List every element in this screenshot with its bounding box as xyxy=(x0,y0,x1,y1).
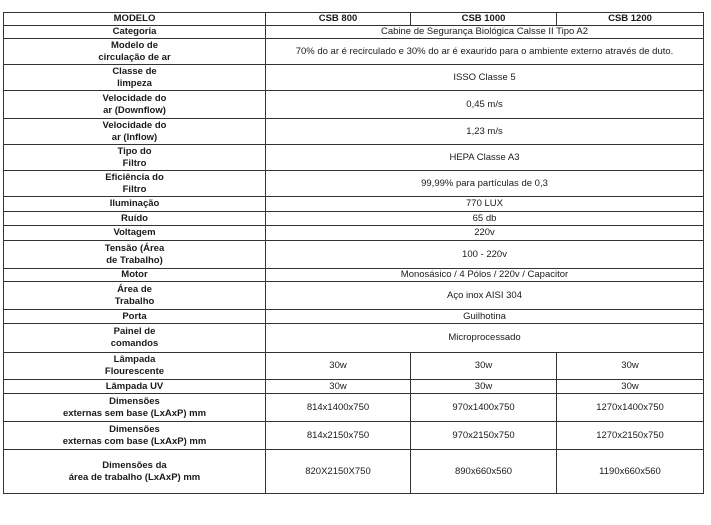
row-label-line1: Dimensões xyxy=(109,395,160,407)
row-value-model-1: 814x1400x750 xyxy=(266,394,411,422)
row-label xyxy=(4,394,266,422)
spec-row xyxy=(4,353,704,380)
header-csb-1000: CSB 1000 xyxy=(411,13,557,26)
spec-row xyxy=(4,119,704,145)
row-value-model-1: 820X2150X750 xyxy=(266,450,411,494)
row-value-all-models: Microprocessado xyxy=(266,324,704,353)
spec-table xyxy=(3,12,704,494)
header-csb-1200: CSB 1200 xyxy=(557,13,704,26)
spec-row xyxy=(4,39,704,65)
header-csb-800: CSB 800 xyxy=(266,13,411,26)
row-label xyxy=(4,39,266,65)
row-value-model-3: 30w xyxy=(557,380,704,394)
row-label-line1: Área de xyxy=(117,283,152,295)
spec-row xyxy=(4,212,704,226)
header-modelo: MODELO xyxy=(4,13,266,26)
row-value-model-3: 1270x1400x750 xyxy=(557,394,704,422)
spec-row xyxy=(4,171,704,197)
row-label-line1: Velocidade do xyxy=(102,92,167,104)
row-label-line1: Lâmpada UV xyxy=(105,380,164,392)
spec-row xyxy=(4,197,704,212)
row-label-line1: Lâmpada xyxy=(113,354,156,365)
row-label-line1: Dimensões xyxy=(109,423,160,435)
row-label-line1: Painel de xyxy=(113,326,156,337)
row-label-line1: Classe de xyxy=(112,65,157,77)
row-label xyxy=(4,212,266,226)
row-value-model-1: 30w xyxy=(266,380,411,394)
row-label xyxy=(4,91,266,119)
row-label-line1: Ruído xyxy=(121,212,148,224)
row-label xyxy=(4,450,266,494)
row-label xyxy=(4,65,266,91)
spec-row xyxy=(4,394,704,422)
row-value-model-3: 1190x660x560 xyxy=(557,450,704,494)
row-label-line2: área de trabalho (LxAxP) mm xyxy=(68,471,201,483)
row-label-line2: Filtro xyxy=(122,157,147,169)
row-label-line2: Filtro xyxy=(122,183,147,195)
header-row xyxy=(4,13,704,26)
row-label-line1: Eficiência do xyxy=(105,171,164,183)
row-value-model-1: 814x2150x750 xyxy=(266,422,411,450)
row-label-line1: Dimensões da xyxy=(102,459,167,471)
row-value-model-2: 30w xyxy=(411,353,557,380)
row-label-line1: Voltagem xyxy=(113,227,156,238)
row-value-model-2: 970x1400x750 xyxy=(411,394,557,422)
row-label-line1: Iluminação xyxy=(109,198,160,209)
row-label xyxy=(4,282,266,310)
row-value-model-3: 30w xyxy=(557,353,704,380)
row-label-line2: Flourescente xyxy=(104,366,165,377)
row-label xyxy=(4,145,266,171)
row-label-line1: Modelo de xyxy=(111,39,158,51)
row-label-line2: comandos xyxy=(110,338,159,349)
row-label xyxy=(4,353,266,380)
row-label xyxy=(4,197,266,212)
row-label-line2: Trabalho xyxy=(114,295,155,307)
spec-row xyxy=(4,145,704,171)
row-value-all-models: 220v xyxy=(266,226,704,241)
row-value-all-models: Aço inox AISI 304 xyxy=(266,282,704,310)
row-value-all-models: ISSO Classe 5 xyxy=(266,65,704,91)
row-value-all-models: 770 LUX xyxy=(266,197,704,212)
spec-row xyxy=(4,26,704,39)
row-value-model-3: 1270x2150x750 xyxy=(557,422,704,450)
row-value-all-models: Guilhotina xyxy=(266,310,704,324)
row-value-all-models: 99,99% para partículas de 0,3 xyxy=(266,171,704,197)
row-label-line1: Velocidade do xyxy=(102,119,167,131)
spec-row xyxy=(4,450,704,494)
row-label-line2: ar (Downflow) xyxy=(103,104,166,116)
spec-row xyxy=(4,91,704,119)
row-label-line2: externas com base (LxAxP) mm xyxy=(62,435,207,447)
row-label xyxy=(4,422,266,450)
row-value-model-2: 970x2150x750 xyxy=(411,422,557,450)
row-value-all-models: 100 - 220v xyxy=(266,241,704,269)
row-label-line1: Tensão (Área xyxy=(104,242,165,254)
spec-row xyxy=(4,226,704,241)
row-value-all-models: HEPA Classe A3 xyxy=(266,145,704,171)
row-value-model-2: 30w xyxy=(411,380,557,394)
row-label xyxy=(4,269,266,282)
spec-row xyxy=(4,380,704,394)
row-value-all-models: 65 db xyxy=(266,212,704,226)
row-label xyxy=(4,241,266,269)
row-label-line2: de Trabalho) xyxy=(106,254,163,266)
row-label xyxy=(4,119,266,145)
row-value-all-models: 0,45 m/s xyxy=(266,91,704,119)
spec-row xyxy=(4,65,704,91)
row-label-line2: externas sem base (LxAxP) mm xyxy=(62,407,207,419)
row-value-all-models: Cabine de Segurança Biológica Calsse II Tipo A2 xyxy=(266,26,704,39)
row-label-line1: Porta xyxy=(122,310,147,322)
row-label-line2: circulação de ar xyxy=(98,51,171,63)
spec-row xyxy=(4,241,704,269)
spec-row xyxy=(4,324,704,353)
row-label-line1: Categoria xyxy=(112,26,157,37)
spec-row xyxy=(4,310,704,324)
spec-row xyxy=(4,282,704,310)
spec-row xyxy=(4,269,704,282)
row-label-line2: ar (Inflow) xyxy=(111,131,158,143)
row-label xyxy=(4,171,266,197)
spec-row xyxy=(4,422,704,450)
row-value-model-1: 30w xyxy=(266,353,411,380)
row-label xyxy=(4,226,266,241)
row-value-all-models: 70% do ar é recirculado e 30% do ar é exaurido para o ambiente externo através de duto. xyxy=(266,39,704,65)
row-value-all-models: Monosásico / 4 Pólos / 220v / Capacitor xyxy=(266,269,704,282)
row-label xyxy=(4,380,266,394)
row-label-line1: Motor xyxy=(121,269,148,280)
row-label xyxy=(4,324,266,353)
row-value-model-2: 890x660x560 xyxy=(411,450,557,494)
row-label-line2: limpeza xyxy=(117,77,152,89)
row-value-all-models: 1,23 m/s xyxy=(266,119,704,145)
row-label xyxy=(4,26,266,39)
row-label xyxy=(4,310,266,324)
row-label-line1: Tipo do xyxy=(117,145,152,157)
